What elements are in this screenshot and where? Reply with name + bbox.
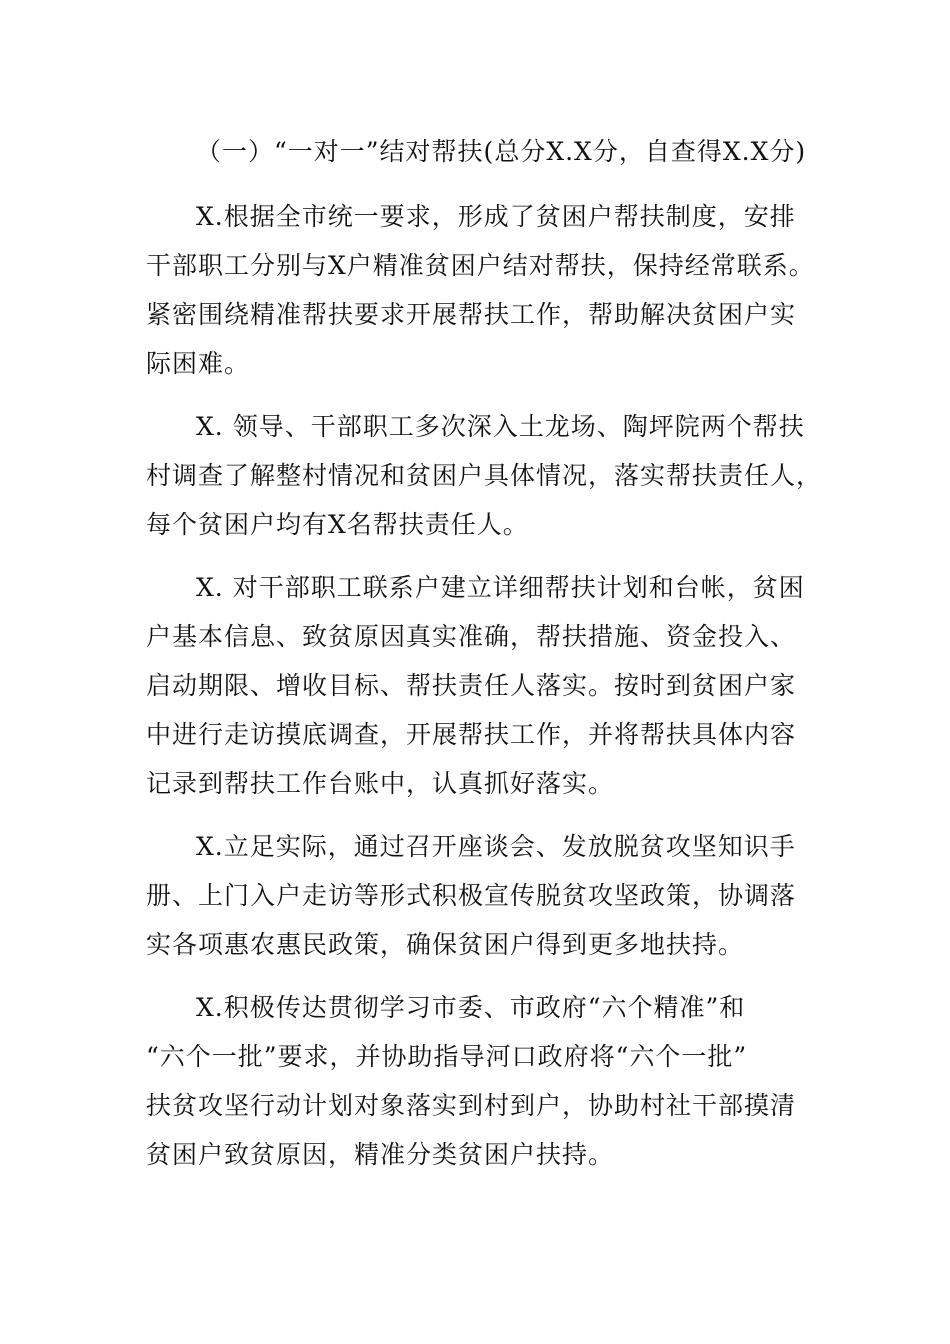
paragraph-line: 实各项惠农惠民政策，确保贫困户得到更多地扶持。 [146,930,745,959]
paragraph-line: 村调查了解整村情况和贫困户具体情况，落实帮扶责任人， [146,461,823,490]
paragraph-line: 每个贫困户均有X名帮扶责任人。 [146,510,529,539]
paragraph-5 [146,983,806,1179]
paragraph-line: X.积极传达贯彻学习市委、市政府“六个精准”和 [196,993,746,1022]
paragraph-line: X. 对干部职工联系户建立详细帮扶计划和台帐，贫困 [196,573,805,602]
paragraph-line: 中进行走访摸底调查，开展帮扶工作，并将帮扶具体内容 [146,720,797,749]
paragraph-1 [146,192,815,388]
paragraph-line: X.根据全市统一要求，形成了贫困户帮扶制度，安排 [196,202,796,231]
paragraph-line: 户基本信息、致贫原因真实准确，帮扶措施、资金投入、 [146,622,797,651]
paragraph-line: X. 领导、干部职工多次深入土龙场、陶坪院两个帮扶 [196,412,805,441]
section-heading: （一）“一对一”结对帮扶(总分X.X分，自查得X.X分) [196,137,807,166]
paragraph-4 [146,822,806,969]
paragraph-line: 启动期限、增收目标、帮扶责任人落实。按时到贫困户家 [146,671,797,700]
paragraph-line: 记录到帮扶工作台账中，认真抓好落实。 [146,769,615,798]
paragraph-line: 干部职工分别与X户精准贫困户结对帮扶，保持经常联系。 [146,251,815,280]
paragraph-line: 紧密围绕精准帮扶要求开展帮扶工作，帮助解决贫困户实 [146,300,797,329]
paragraph-line: 际困难。 [146,349,251,378]
paragraph-line: 扶贫攻坚行动计划对象落实到村到户，协助村社干部摸清 [146,1091,797,1120]
paragraph-line: X.立足实际，通过召开座谈会、发放脱贫攻坚知识手 [196,832,796,861]
paragraph-3 [146,563,806,808]
paragraph-line: “六个一批”要求，并协助指导河口政府将“六个一批” [146,1042,748,1071]
paragraph-line: 贫困户致贫原因，精准分类贫困户扶持。 [146,1140,615,1169]
paragraph-line: 册、上门入户走访等形式积极宣传脱贫攻坚政策，协调落 [146,881,797,910]
paragraph-2 [146,402,823,549]
